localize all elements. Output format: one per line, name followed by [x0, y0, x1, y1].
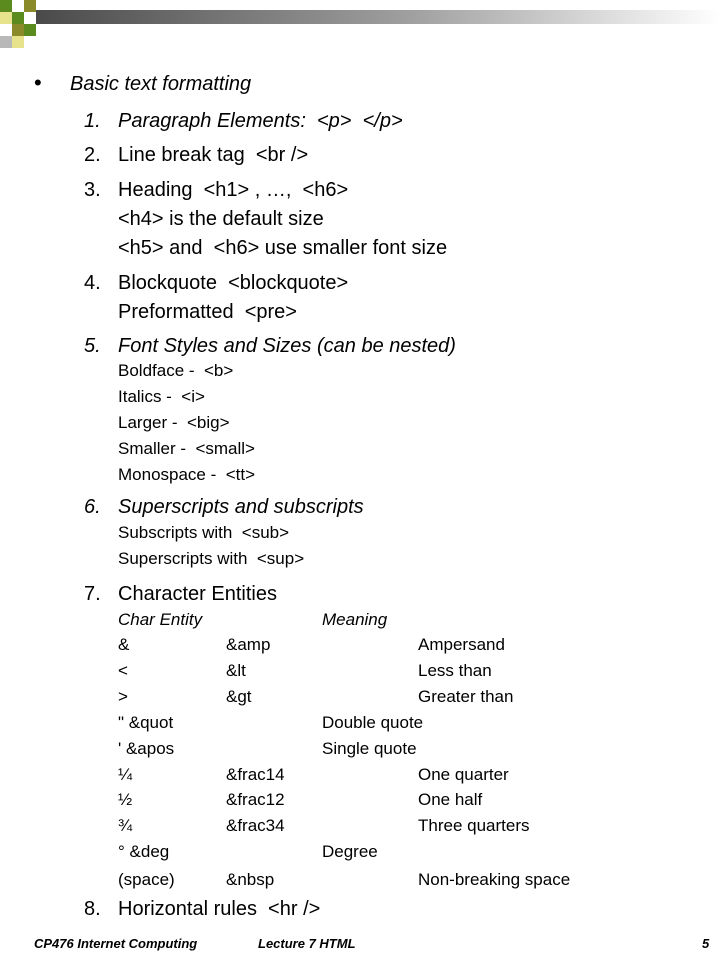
item-line: Line break tag <br /> — [118, 144, 309, 166]
entity-header-meaning: Meaning — [322, 610, 388, 629]
entity-meaning: Single quote — [322, 739, 417, 758]
entity-code: &frac14 — [226, 765, 285, 784]
entity-meaning: One half — [418, 790, 483, 809]
footer-lecture: Lecture 7 HTML — [258, 936, 356, 951]
entity-meaning: Less than — [418, 661, 492, 680]
item-line: Character Entities — [118, 583, 277, 605]
entity-char: ½ — [118, 790, 133, 809]
item-number: 6. — [84, 496, 101, 518]
item-subline: Boldface - <b> — [118, 361, 234, 380]
entity-code: &amp — [226, 635, 271, 654]
entity-meaning: Double quote — [322, 713, 424, 732]
item-number: 7. — [84, 583, 101, 605]
entity-meaning: Degree — [322, 842, 378, 861]
item-number: 3. — [84, 179, 101, 201]
item-line: <h5> and <h6> use smaller font size — [118, 237, 448, 259]
entity-char: ¼ — [118, 765, 133, 784]
entity-char: > — [118, 687, 128, 706]
item-heading: Font Styles and Sizes (can be nested) — [118, 335, 456, 357]
item-subline: Monospace - <tt> — [118, 465, 256, 484]
item-number: 5. — [84, 335, 101, 357]
entity-charcode: ° &deg — [118, 842, 170, 861]
entity-code: &gt — [226, 687, 252, 706]
entity-charcode: ' &apos — [118, 739, 175, 758]
item-number: 4. — [84, 272, 101, 294]
item-subline: Larger - <big> — [118, 413, 230, 432]
item-heading: Superscripts and subscripts — [118, 496, 364, 518]
item-line: Blockquote <blockquote> — [118, 272, 349, 294]
entity-code: &frac34 — [226, 816, 285, 835]
entity-meaning: Non-breaking space — [418, 870, 571, 889]
entity-char: < — [118, 661, 128, 680]
item-line: <h4> is the default size — [118, 208, 324, 230]
entity-code: &lt — [226, 661, 246, 680]
item-number: 8. — [84, 898, 101, 920]
footer-course: CP476 Internet Computing — [34, 936, 198, 951]
entity-char: (space) — [118, 870, 175, 889]
item-subline: Subscripts with <sub> — [118, 523, 290, 542]
bullet-dot: • — [34, 70, 42, 95]
item-line: Preformatted <pre> — [118, 301, 297, 323]
item-line: Paragraph Elements: <p> </p> — [118, 110, 403, 132]
slide-title: Basic text formatting — [70, 73, 252, 95]
footer-page-number: 5 — [702, 936, 710, 951]
entity-meaning: Greater than — [418, 687, 514, 706]
entity-charcode: " &quot — [118, 713, 174, 732]
entity-char: & — [118, 635, 130, 654]
item-line: Horizontal rules <hr /> — [118, 898, 321, 920]
item-line: Heading <h1> , …, <h6> — [118, 179, 349, 201]
item-number: 2. — [84, 144, 101, 166]
entity-meaning: Three quarters — [418, 816, 530, 835]
item-subline: Italics - <i> — [118, 387, 205, 406]
entity-char: ¾ — [118, 816, 133, 835]
entity-code: &nbsp — [226, 870, 275, 889]
entity-meaning: Ampersand — [418, 635, 505, 654]
item-number: 1. — [84, 110, 101, 132]
item-subline: Smaller - <small> — [118, 439, 255, 458]
entity-header-entity: Char Entity — [118, 610, 203, 629]
slide-corner-decoration — [0, 0, 720, 48]
entity-code: &frac12 — [226, 790, 285, 809]
item-subline: Superscripts with <sup> — [118, 549, 305, 568]
entity-meaning: One quarter — [418, 765, 509, 784]
